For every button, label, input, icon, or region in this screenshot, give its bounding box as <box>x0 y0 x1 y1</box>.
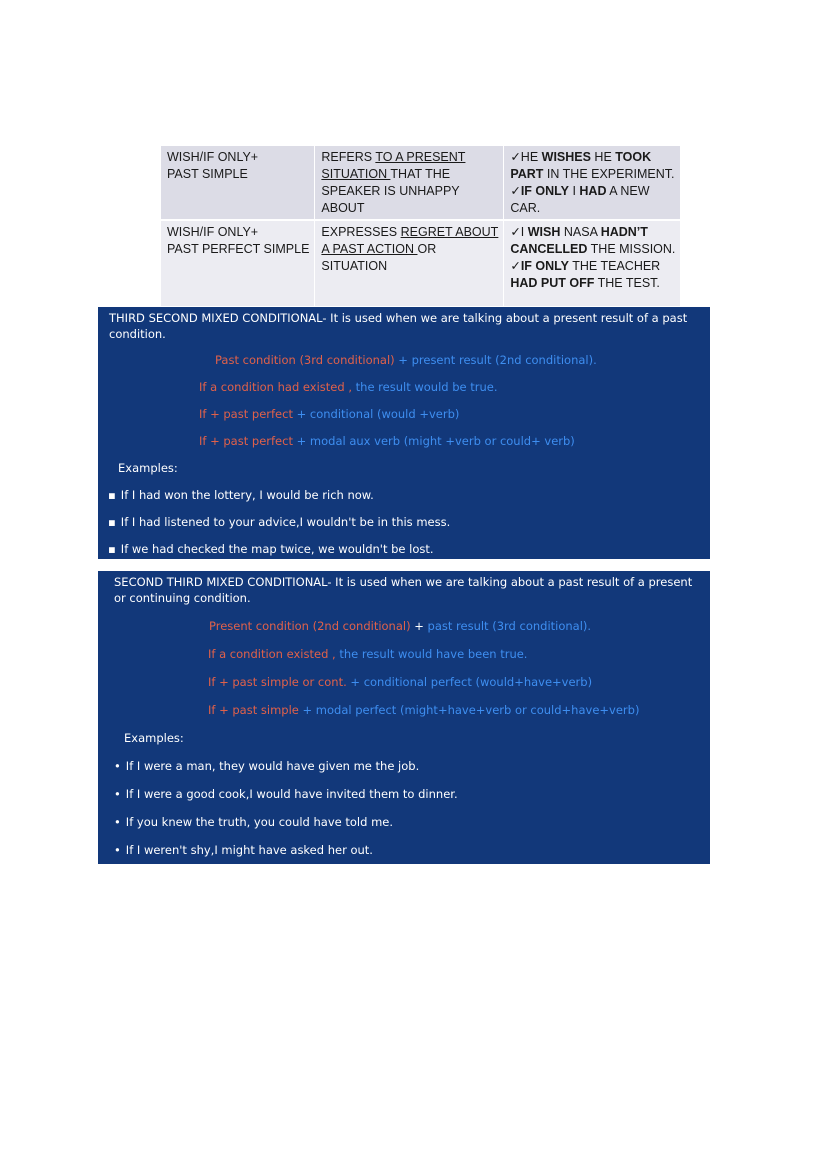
example-bold: WISHES <box>541 150 591 164</box>
form-line: WISH/IF ONLY+ <box>167 150 259 164</box>
example-bold: HADN’T <box>600 225 648 239</box>
bullet-icon: • <box>114 815 121 829</box>
formula-result: past result (3rd conditional). <box>427 619 592 633</box>
formula-result: the result would be true. <box>351 380 498 394</box>
formula-result: the result would have been true. <box>335 647 528 661</box>
example-text: IN THE EXPERIMENT. <box>543 167 675 181</box>
example-bold: IF ONLY <box>520 259 569 273</box>
list-item <box>108 542 434 556</box>
formula-result: + conditional perfect (would+have+verb) <box>346 675 593 689</box>
bullet-icon: • <box>114 759 121 773</box>
formula-condition: Present condition (2nd conditional) <box>209 619 411 633</box>
examples-cell <box>504 220 681 306</box>
formula-plus: + <box>394 353 412 367</box>
form-line: PAST SIMPLE <box>167 167 248 181</box>
formula-result: + modal aux verb (might +verb or could+ verb) <box>292 434 575 448</box>
formula-plus: + <box>410 619 428 633</box>
example-text: ✓HE <box>510 150 542 164</box>
example-text: CAR. <box>510 201 541 215</box>
example-text: ✓I <box>510 225 528 239</box>
form-line: WISH/IF ONLY+ <box>167 225 259 239</box>
example-sentence: If I had won the lottery, I would be rich now. <box>120 488 374 502</box>
formula-result: present result (2nd conditional). <box>411 353 597 367</box>
formula-line <box>208 647 527 661</box>
meaning-text: ABOUT <box>321 201 365 215</box>
formula-line <box>215 353 597 367</box>
list-item <box>114 787 458 801</box>
formula-line <box>199 434 575 448</box>
formula-condition: If a condition had existed , <box>199 380 352 394</box>
example-bold: HAD <box>579 184 607 198</box>
formula-condition: If + past perfect <box>199 407 293 421</box>
example-sentence: If I were a good cook,I would have invited them to dinner. <box>125 787 458 801</box>
formula-condition: If a condition existed , <box>208 647 336 661</box>
checkmark-icon: ✓ <box>510 184 521 198</box>
example-text: HE <box>590 150 616 164</box>
example-sentence: If we had checked the map twice, we wouldn't be lost. <box>120 542 434 556</box>
form-cell <box>161 220 315 306</box>
example-bold: TOOK <box>615 150 652 164</box>
example-sentence: If I had listened to your advice,I wouldn't be in this mess. <box>120 515 451 529</box>
examples-label: Examples: <box>118 461 178 475</box>
formula-line <box>199 407 459 421</box>
examples-cell <box>504 146 681 220</box>
example-text: I <box>568 184 580 198</box>
meaning-text: OR <box>417 242 437 256</box>
formula-line <box>208 703 639 717</box>
example-bold: PART <box>510 167 544 181</box>
meaning-cell <box>315 220 504 306</box>
form-cell <box>161 146 315 220</box>
example-text: NASA <box>560 225 601 239</box>
wish-table <box>161 146 681 306</box>
example-bold: IF ONLY <box>520 184 569 198</box>
meaning-text: THAT THE <box>390 167 451 181</box>
meaning-text: REFERS <box>321 150 376 164</box>
third-second-mixed-conditional-panel <box>98 307 710 559</box>
formula-condition: If + past simple <box>208 703 299 717</box>
list-item <box>108 488 374 502</box>
bullet-icon: ▪ <box>108 542 116 556</box>
formula-condition: Past condition (3rd conditional) <box>215 353 395 367</box>
meaning-underlined: REGRET ABOUT <box>400 225 499 239</box>
panel-heading: SECOND THIRD MIXED CONDITIONAL- It is used when we are talking about a past result of a present or continuing condition. <box>114 575 693 605</box>
bullet-icon: • <box>114 787 121 801</box>
examples-label: Examples: <box>124 731 184 745</box>
second-third-mixed-conditional-panel <box>98 571 710 864</box>
meaning-text: EXPRESSES <box>321 225 401 239</box>
bullet-icon: ▪ <box>108 515 116 529</box>
meaning-text: SPEAKER IS UNHAPPY <box>321 184 460 198</box>
formula-line <box>209 619 591 633</box>
example-sentence: If I were a man, they would have given me the job. <box>125 759 420 773</box>
checkmark-icon: ✓ <box>510 259 521 273</box>
meaning-underlined: A PAST ACTION <box>321 242 418 256</box>
bullet-icon: ▪ <box>108 488 116 502</box>
meaning-underlined: SITUATION <box>321 167 391 181</box>
example-sentence: If I weren't shy,I might have asked her out. <box>125 843 373 857</box>
example-bold: HAD PUT OFF <box>510 276 595 290</box>
formula-line <box>199 380 498 394</box>
form-line: PAST PERFECT SIMPLE <box>167 242 310 256</box>
formula-line <box>208 675 592 689</box>
panel-heading: THIRD SECOND MIXED CONDITIONAL- It is used when we are talking about a present result of a past condition. <box>109 311 688 341</box>
example-text: THE TEST. <box>594 276 660 290</box>
meaning-cell <box>315 146 504 220</box>
formula-result: + conditional (would +verb) <box>292 407 460 421</box>
list-item <box>114 815 393 829</box>
formula-result: + modal perfect (might+have+verb or could+have+verb) <box>298 703 640 717</box>
example-text: A NEW <box>606 184 650 198</box>
table-row <box>161 146 681 220</box>
formula-condition: If + past simple or cont. <box>208 675 347 689</box>
example-sentence: If you knew the truth, you could have told me. <box>125 815 394 829</box>
list-item <box>114 759 419 773</box>
example-bold: WISH <box>527 225 561 239</box>
table-row <box>161 220 681 306</box>
bullet-icon: • <box>114 843 121 857</box>
list-item <box>108 515 450 529</box>
example-text: THE MISSION. <box>587 242 676 256</box>
example-text: THE TEACHER <box>568 259 661 273</box>
list-item <box>114 843 373 857</box>
example-bold: CANCELLED <box>510 242 588 256</box>
formula-condition: If + past perfect <box>199 434 293 448</box>
meaning-underlined: TO A PRESENT <box>375 150 466 164</box>
meaning-text: SITUATION <box>321 259 388 273</box>
